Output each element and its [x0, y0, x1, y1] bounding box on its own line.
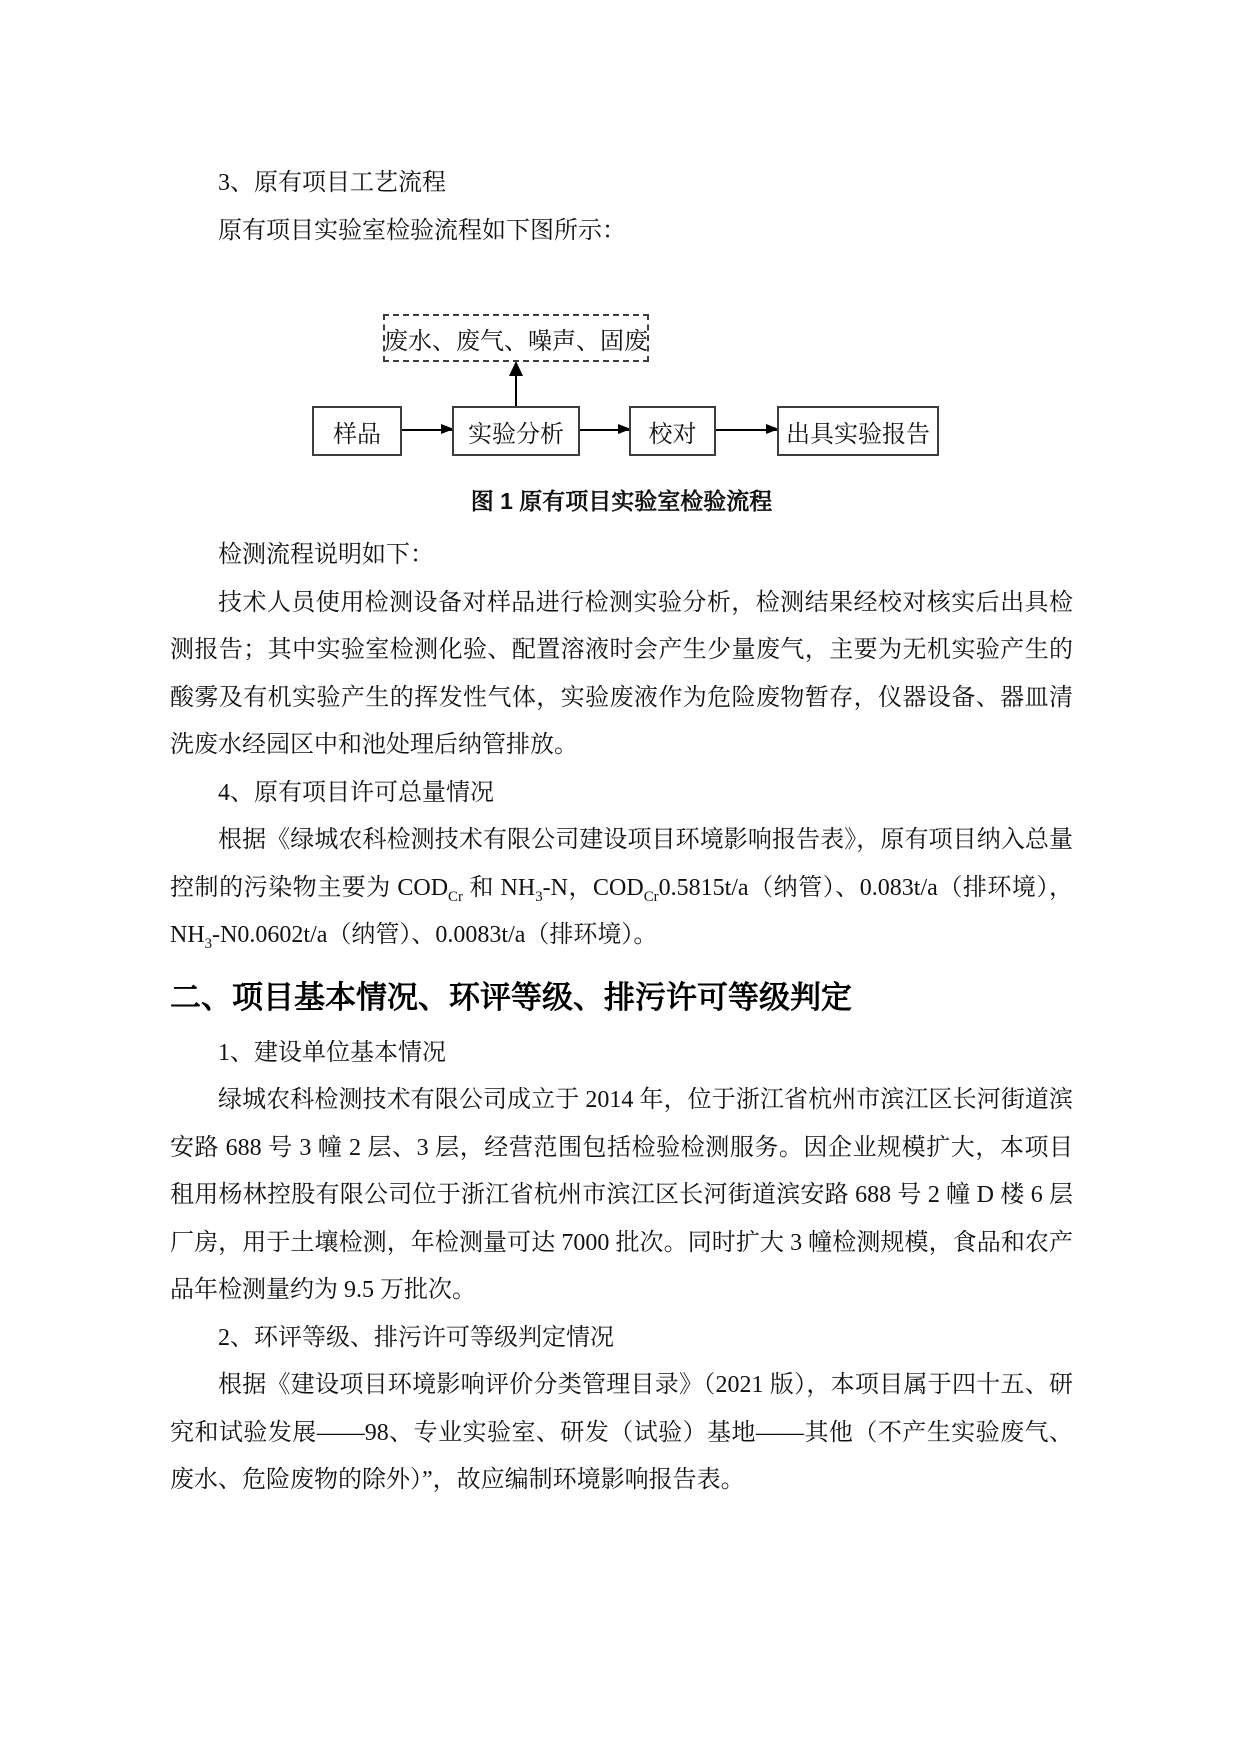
section4-title: 4、原有项目许可总量情况 [218, 779, 494, 806]
flowchart-waste-box [383, 314, 649, 362]
flowchart-step-label: 实验分析 [468, 421, 564, 448]
quota-paragraph: 根据《绿城农科检测技术有限公司建设项目环境影响报告表》，原有项目纳入总量控制的污染物主要为 $COD_{Cr}$ 和 $NH_3-N$，$COD_{Cr}0.5815t/a$（纳管）、0.083t/a（排环境），$NH_3-N0.0602t/a$（纳管）、0.0083t/a（排环境）。 [170, 827, 1074, 952]
flowchart-step-report [777, 406, 939, 456]
flowchart-step-label: 出具实验报告 [786, 421, 930, 448]
intro-line: 原有项目实验室检验流程如下图所示： [218, 217, 626, 244]
sub1-body-paragraph: 绿城农科检测技术有限公司成立于 2014 年，位于浙江省杭州市滨江区长河街道滨安路 688 号 3 幢 2 层、3 层，经营范围包括检验检测服务。因企业规模扩大，本项目租用杨林控股有限公司位于浙江省杭州市滨江区长河街道滨安路 688 号 2 幢 D 楼 6 层厂房，用于土壤检测，年检测量可达 7000 批次。同时扩大 3 幢检测规模，食品和农产品年检测量约为 9.5 万批次。 [170, 1087, 1073, 1303]
flowchart-step-sample [312, 406, 402, 456]
lab-process-flowchart [170, 314, 1073, 456]
flowchart-waste-label: 废水、废气、噪声、固废 [384, 328, 648, 355]
flowchart-step-label: 校对 [648, 421, 697, 448]
arrow-right-icon [402, 429, 452, 431]
sub2-title: 2、环评等级、排污许可等级判定情况 [218, 1324, 614, 1351]
arrow-right-icon [580, 429, 629, 431]
flowchart-step-proofread [629, 406, 716, 456]
arrow-up-icon [515, 375, 517, 406]
sub2-body-paragraph: 根据《建设项目环境影响评价分类管理目录》（2021 版），本项目属于四十五、研究和试验发展——98、专业实验室、研发（试验）基地——其他（不产生实验废气、废水、危险废物的除外）”，故应编制环境影响报告表。 [170, 1372, 1073, 1493]
sub1-title: 1、建设单位基本情况 [218, 1039, 446, 1066]
desc-body-paragraph: 技术人员使用检测设备对样品进行检测实验分析，检测结果经校对核实后出具检测报告；其中实验室检测化验、配置溶液时会产生少量废气，主要为无机实验产生的酸雾及有机实验产生的挥发性气体，实验废液作为危险废物暂存，仪器设备、器皿清洗废水经园区中和池处理后纳管排放。 [170, 589, 1073, 758]
arrow-right-icon [716, 429, 777, 431]
flowchart-step-analysis [452, 406, 580, 456]
desc-title: 检测流程说明如下： [218, 542, 434, 568]
figure-caption: 图 1 原有项目实验室检验流程 [470, 488, 773, 514]
section2-heading: 二、项目基本情况、环评等级、排污许可等级判定 [170, 979, 852, 1015]
section3-title: 3、原有项目工艺流程 [218, 170, 446, 196]
flowchart-step-label: 样品 [333, 421, 381, 448]
